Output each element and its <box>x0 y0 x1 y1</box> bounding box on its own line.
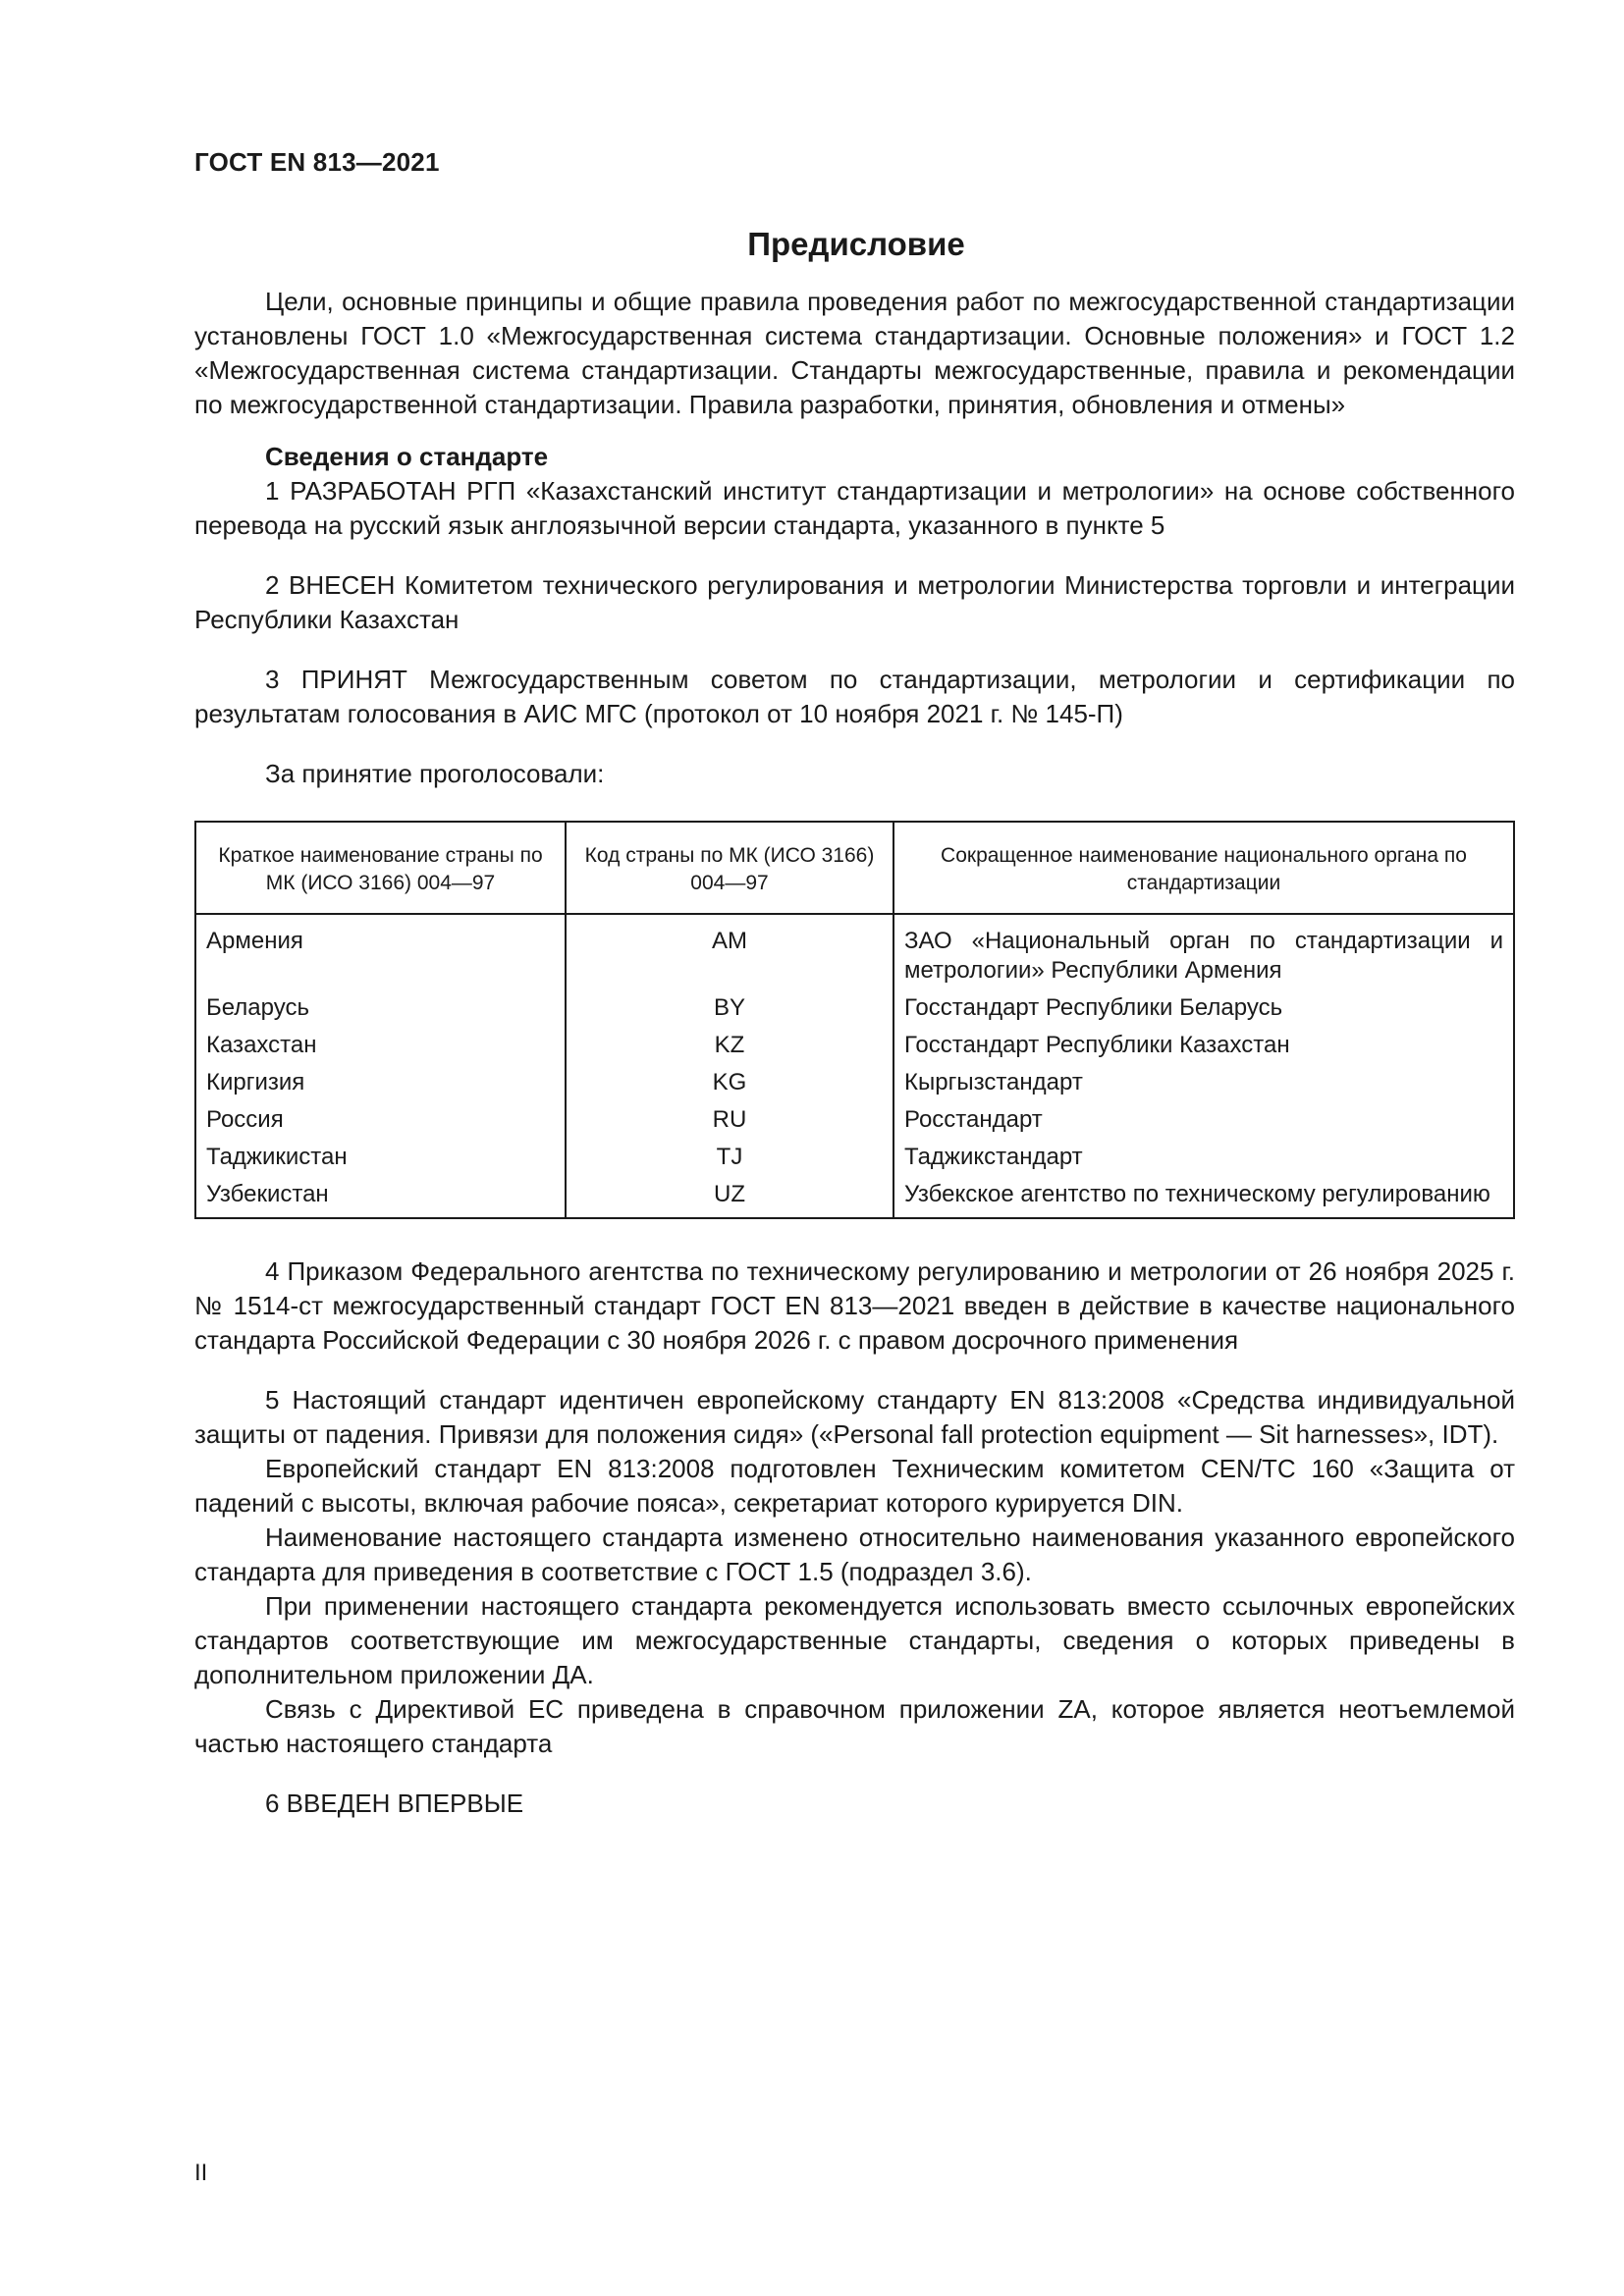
country-cell: Киргизия <box>195 1064 566 1101</box>
item-5-paragraph: 5 Настоящий стандарт идентичен европейскому стандарту EN 813:2008 «Средства индивидуальной защиты от падения. Привязи для положения сидя» («Personal fall protection equipment — Sit harnesses», IDT). <box>194 1385 1515 1449</box>
table-row <box>195 989 1514 1027</box>
item-5-references-paragraph: При применении настоящего стандарта рекомендуется использовать вместо ссылочных европейских стандартов соответствующие им межгосударственные стандарты, сведения о которых приведены в дополнительном приложении ДА. <box>194 1591 1515 1689</box>
intro-paragraph: Цели, основные принципы и общие правила проведения работ по межгосударственной стандартизации установлены ГОСТ 1.0 «Межгосударственная система стандартизации. Основные положения» и ГОСТ 1.2 «Межгосударственная система стандартизации. Стандарты межгосударственные, правила и рекомендации по межгосударственной стандартизации. Правила разработки, принятия, обновления и отмены» <box>194 287 1515 419</box>
document-body <box>194 285 1515 1821</box>
code-cell: AM <box>566 914 893 989</box>
code-cell: TJ <box>566 1139 893 1176</box>
table-row <box>195 1176 1514 1218</box>
org-cell: ЗАО «Национальный орган по стандартизации и метрологии» Республики Армения <box>893 914 1514 989</box>
item-1-paragraph: 1 РАЗРАБОТАН РГП «Казахстанский институт стандартизации и метрологии» на основе собственного перевода на русский язык англоязычной версии стандарта, указанного в пункте 5 <box>194 476 1515 540</box>
item-2-paragraph: 2 ВНЕСЕН Комитетом технического регулирования и метрологии Министерства торговли и интеграции Республики Казахстан <box>194 570 1515 634</box>
table-row <box>195 914 1514 989</box>
country-cell: Армения <box>195 914 566 989</box>
org-cell: Кыргызстандарт <box>893 1064 1514 1101</box>
country-cell: Беларусь <box>195 989 566 1027</box>
item-3-paragraph: 3 ПРИНЯТ Межгосударственным советом по стандартизации, метрологии и сертификации по результатам голосования в АИС МГС (протокол от 10 ноября 2021 г. № 145-П) <box>194 665 1515 728</box>
org-cell: Таджикстандарт <box>893 1139 1514 1176</box>
page-title: Предисловие <box>747 226 965 262</box>
item-5-title-change-paragraph: Наименование настоящего стандарта изменено относительно наименования указанного европейского стандарта для приведения в соответствие с ГОСТ 1.5 (подраздел 3.6). <box>194 1522 1515 1586</box>
country-cell: Узбекистан <box>195 1176 566 1218</box>
table-header-row <box>195 822 1514 914</box>
table-row <box>195 1027 1514 1064</box>
table-row <box>195 1139 1514 1176</box>
table-row <box>195 1064 1514 1101</box>
org-cell: Узбекское агентство по техническому регулированию <box>893 1176 1514 1218</box>
country-cell: Таджикистан <box>195 1139 566 1176</box>
code-cell: KG <box>566 1064 893 1101</box>
column-header-country: Краткое наименование страны по МК (ИСО 3166) 004—97 <box>195 822 566 914</box>
country-cell: Казахстан <box>195 1027 566 1064</box>
column-header-org: Сокращенное наименование национального органа по стандартизации <box>893 822 1514 914</box>
item-5-committee-paragraph: Европейский стандарт EN 813:2008 подготовлен Техническим комитетом CEN/TC 160 «Защита от падений с высоты, включая рабочие пояса», секретариат которого курируется DIN. <box>194 1454 1515 1518</box>
code-cell: UZ <box>566 1176 893 1218</box>
table-row <box>195 1101 1514 1139</box>
org-cell: Госстандарт Республики Казахстан <box>893 1027 1514 1064</box>
item-4-paragraph: 4 Приказом Федерального агентства по техническому регулированию и метрологии от 26 ноября 2025 г. № 1514-ст межгосударственный стандарт ГОСТ EN 813—2021 введен в действие в качестве национального стандарта Российской Федерации с 30 ноября 2026 г. с правом досрочного применения <box>194 1256 1515 1355</box>
item-5-directive-paragraph: Связь с Директивой ЕС приведена в справочном приложении ZA, которое является неотъемлемой частью настоящего стандарта <box>194 1694 1515 1758</box>
section-subheading: Сведения о стандарте <box>265 442 549 471</box>
item-6-paragraph: 6 ВВЕДЕН ВПЕРВЫЕ <box>265 1789 524 1818</box>
code-cell: BY <box>566 989 893 1027</box>
document-header: ГОСТ EN 813—2021 <box>194 147 440 177</box>
country-cell: Россия <box>195 1101 566 1139</box>
vote-caption: За принятие проголосовали: <box>265 759 605 788</box>
column-header-code: Код страны по МК (ИСО 3166) 004—97 <box>566 822 893 914</box>
org-cell: Госстандарт Республики Беларусь <box>893 989 1514 1027</box>
code-cell: RU <box>566 1101 893 1139</box>
voting-table <box>194 821 1515 1219</box>
page-number: II <box>194 2160 208 2186</box>
code-cell: KZ <box>566 1027 893 1064</box>
org-cell: Росстандарт <box>893 1101 1514 1139</box>
